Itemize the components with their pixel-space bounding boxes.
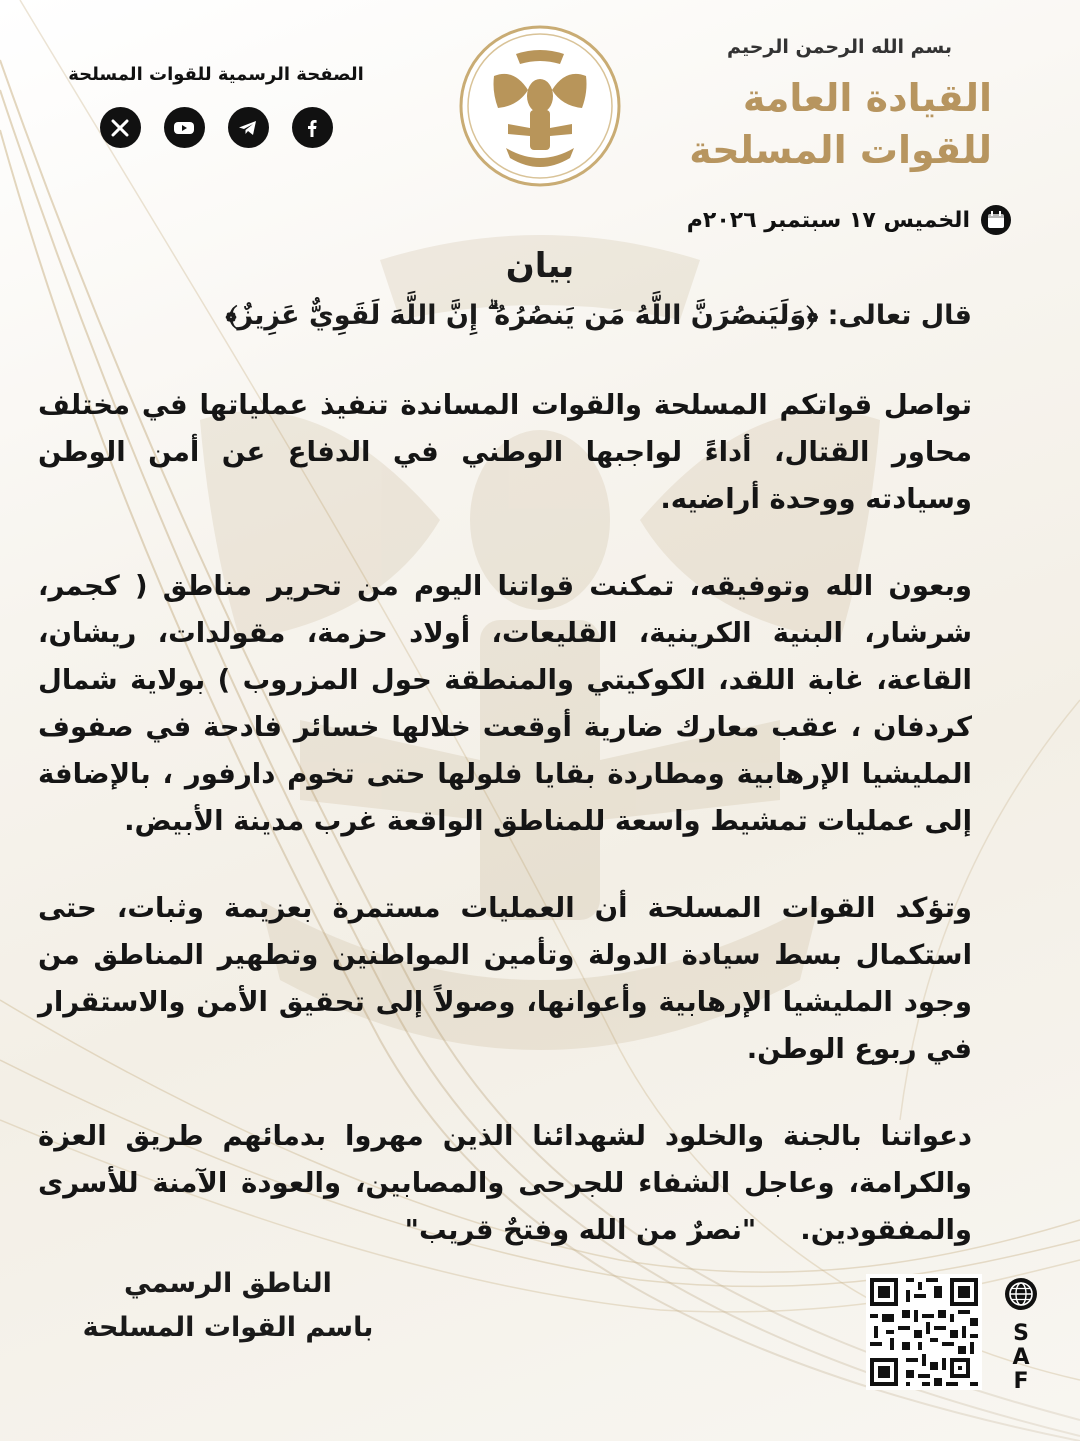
- calendar-icon: [980, 204, 1012, 236]
- saf-letters: S A F: [1012, 1321, 1030, 1394]
- closing-text: دعواتنا بالجنة والخلود لشهدائنا الذين مهروا بدمائهم طريق العزة والكرامة، وعاجل الشفاء للجرحى والمصابين، والعودة الآمنة للأسرى والمفقودين.: [38, 1120, 972, 1246]
- paragraph: وبعون الله وتوفيقه، تمكنت قواتنا اليوم من تحرير مناطق ( كجمر، شرشار، البنية الكرينية، القليعات، أولاد حزمة، مقولدات، ريشان، القاعة، غابة اللقد، الكوكيتي والمنطقة حول المزروب ) بولاية شمال كردفان ، عقب معارك ضارية أوقعت خلالها خسائر فادحة في صفوف المليشيا الإرهابية ومطاردة بقايا فلولها حتى تخوم دارفور ، بالإضافة إلى عمليات تمشيط واسعة للمناطق الواقعة غرب مدينة الأبيض.: [38, 570, 972, 837]
- x-icon[interactable]: [100, 107, 141, 148]
- statement-title: بيان: [505, 246, 575, 286]
- telegram-icon[interactable]: [228, 107, 269, 148]
- signature-line2: باسم القوات المسلحة: [82, 1312, 374, 1343]
- date-row: [687, 204, 1012, 236]
- statement-date: الخميس ١٧ سبتمبر ٢٠٢٦م: [686, 207, 970, 233]
- statement-body: [38, 382, 972, 1294]
- official-page-label: الصفحة الرسمية للقوات المسلحة: [68, 64, 364, 85]
- signature-line1: الناطق الرسمي: [124, 1268, 332, 1299]
- header-right: [689, 36, 992, 176]
- quran-verse: قال تعالى: ﴿وَلَيَنصُرَنَّ اللَّهُ مَن يَنصُرُهُ ۗ إِنَّ اللَّهَ لَقَوِيٌّ عَزِيزٌ﴾: [225, 300, 972, 331]
- facebook-icon[interactable]: [292, 107, 333, 148]
- armed-forces-emblem: [458, 24, 622, 188]
- signature: [58, 1262, 398, 1350]
- basmala: بسم الله الرحمن الرحيم: [727, 36, 952, 58]
- header-left: [66, 64, 366, 148]
- youtube-icon[interactable]: [164, 107, 205, 148]
- paragraph: تواصل قواتكم المسلحة والقوات المساندة تنفيذ عملياتها في مختلف محاور القتال، أداءً لواجبها الوطني في الدفاع عن أمن الوطن وسيادته ووحدة أراضيه.: [38, 389, 972, 515]
- org-title-line2: للقوات المسلحة: [689, 128, 992, 172]
- social-links: [66, 107, 366, 148]
- org-title-line1: القيادة العامة: [742, 76, 992, 120]
- closing-paragraph: [38, 1113, 972, 1254]
- globe-icon: [1003, 1276, 1039, 1312]
- paragraph: وتؤكد القوات المسلحة أن العمليات مستمرة بعزيمة وثبات، حتى استكمال بسط سيادة الدولة وتأمين المواطنين وتطهير المناطق من وجود المليشيا الإرهابية وأعوانها، وصولاً إلى تحقيق الأمن والاستقرار في ربوع الوطن.: [38, 892, 972, 1065]
- qr-code[interactable]: [866, 1274, 982, 1390]
- org-title: [689, 72, 992, 176]
- slogan: "نصرٌ من الله وفتحٌ قريب": [404, 1214, 757, 1246]
- saf-brand: [1001, 1276, 1041, 1394]
